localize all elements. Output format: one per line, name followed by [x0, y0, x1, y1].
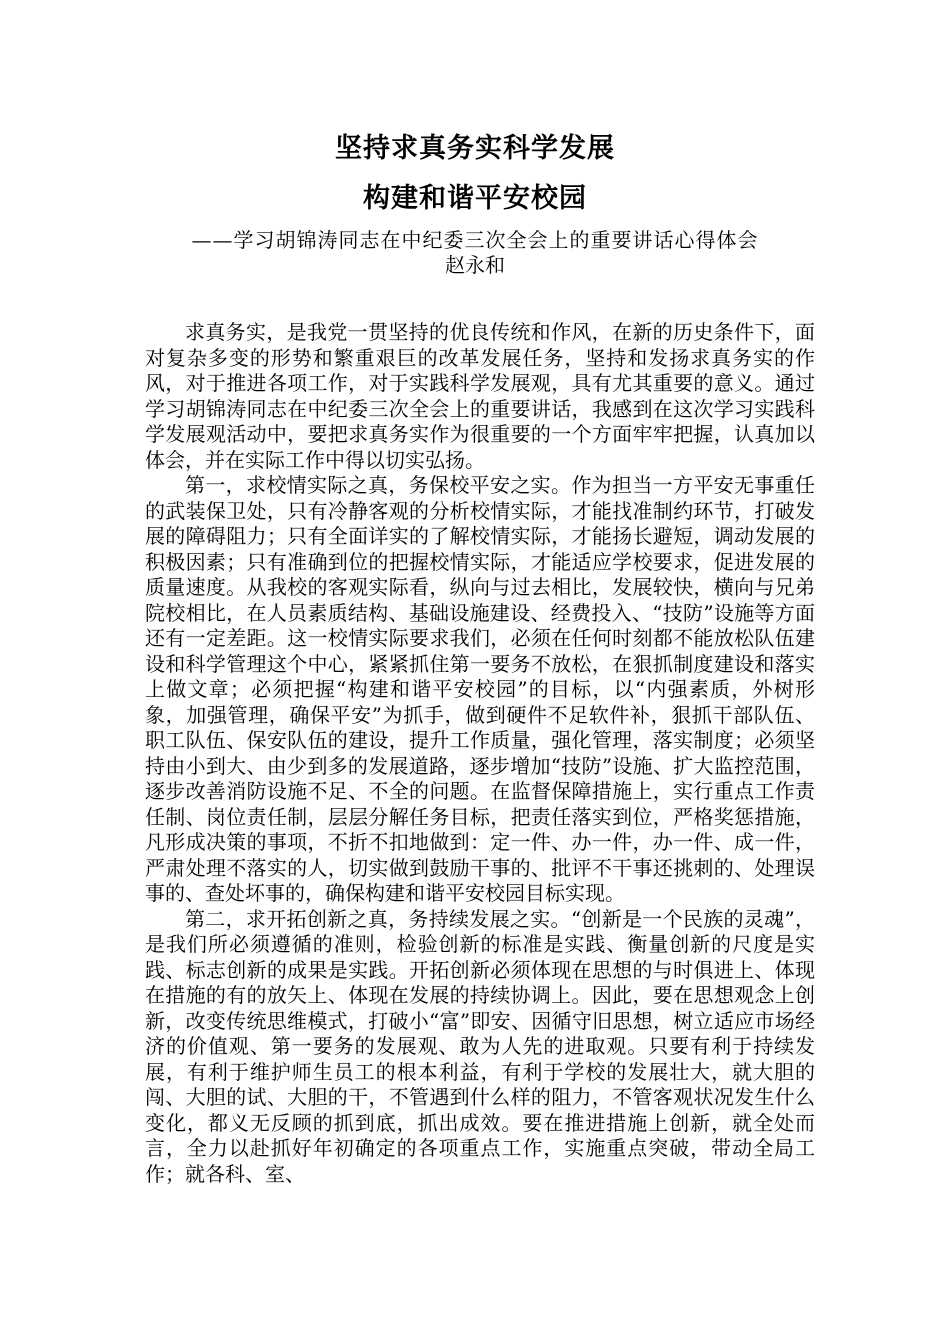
document-body [145, 320, 815, 1187]
paragraph-second-point: 第二，求开拓创新之真，务持续发展之实。“创新是一个民族的灵魂”，是我们所必须遵循的准则，检验创新的标准是实践、衡量创新的尺度是实践、标志创新的成果是实践。开拓创新必须体现在思想的与时俱进上、体现在措施的有的放矢上、体现在发展的持续协调上。因此，要在思想观念上创新，改变传统思维模式，打破小“富”即安、因循守旧思想，树立适应市场经济的价值观、第一要务的发展观、敢为人先的进取观。只要有利于持续发展，有利于维护师生员工的根本利益，有利于学校的发展壮大，就大胆的闯、大胆的试、大胆的干，不管遇到什么样的阻力，不管客观状况发生什么变化，都义无反顾的抓到底，抓出成效。要在推进措施上创新，就全处而言，全力以赴抓好年初确定的各项重点工作，实施重点突破，带动全局工作；就各科、室、 [145, 906, 815, 1186]
document-subtitle: ——学习胡锦涛同志在中纪委三次全会上的重要讲话心得体会 [191, 228, 759, 252]
document-author: 赵永和 [445, 253, 505, 277]
paragraph-intro: 求真务实，是我党一贯坚持的优良传统和作风，在新的历史条件下，面对复杂多变的形势和繁重艰巨的改革发展任务，坚持和发扬求真务实的作风，对于推进各项工作，对于实践科学发展观，具有尤其重要的意义。通过学习胡锦涛同志在中纪委三次全会上的重要讲话，我感到在这次学习实践科学发展观活动中，要把求真务实作为很重要的一个方面牢牢把握，认真加以体会，并在实际工作中得以切实弘扬。 [145, 320, 815, 472]
paragraph-first-point: 第一，求校情实际之真，务保校平安之实。作为担当一方平安无事重任的武装保卫处，只有冷静客观的分析校情实际，才能找准制约环节，打破发展的障碍阻力；只有全面详实的了解校情实际，才能扬长避短，调动发展的积极因素；只有准确到位的把握校情实际，才能适应学校要求，促进发展的质量速度。从我校的客观实际看，纵向与过去相比，发展较快，横向与兄弟院校相比，在人员素质结构、基础设施建设、经费投入、“技防”设施等方面还有一定差距。这一校情实际要求我们，必须在任何时刻都不能放松队伍建设和科学管理这个中心，紧紧抓住第一要务不放松，在狠抓制度建设和落实上做文章；必须把握“构建和谐平安校园”的目标，以“内强素质，外树形象，加强管理，确保平安”为抓手，做到硬件不足软件补，狠抓干部队伍、职工队伍、保安队伍的建设，提升工作质量，强化管理，落实制度；必须坚持由小到大、由少到多的发展道路，逐步增加“技防”设施、扩大监控范围，逐步改善消防设施不足、不全的问题。在监督保障措施上，实行重点工作责任制、岗位责任制，层层分解任务目标，把责任落实到位，严格奖惩措施，凡形成决策的事项，不折不扣地做到：定一件、办一件，办一件、成一件，严肃处理不落实的人，切实做到鼓励干事的、批评不干事还挑刺的、处理误事的、查处坏事的，确保构建和谐平安校园目标实现。 [145, 473, 815, 905]
document-title-line2: 构建和谐平安校园 [363, 183, 587, 214]
document-title-line1: 坚持求真务实科学发展 [335, 133, 615, 164]
